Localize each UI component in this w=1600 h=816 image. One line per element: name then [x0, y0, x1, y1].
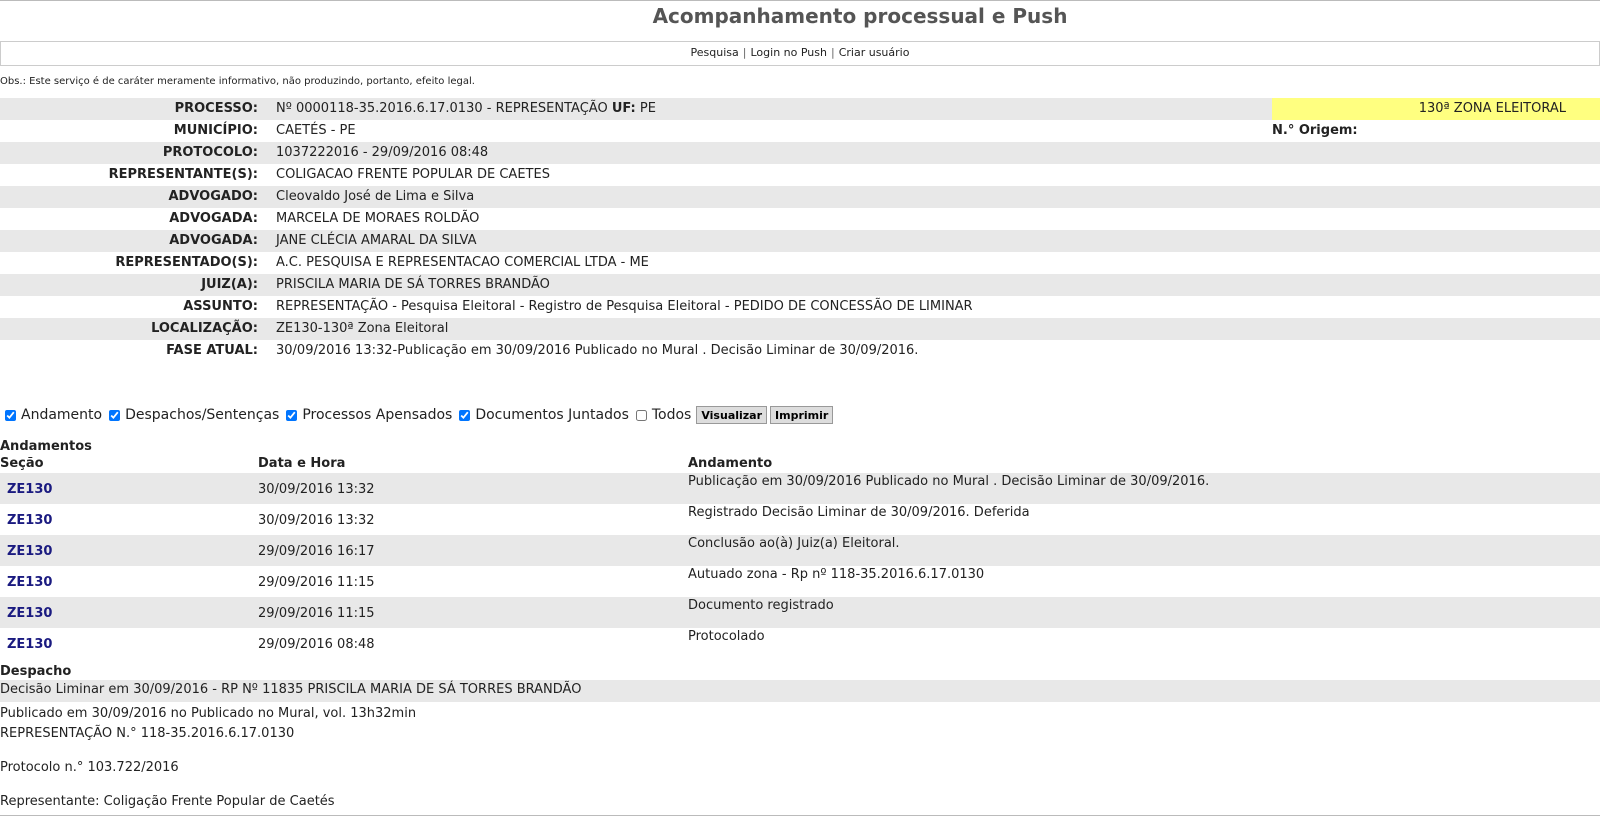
info-label: PROCESSO:	[174, 101, 258, 116]
despachos-checkbox[interactable]	[109, 410, 120, 421]
info-label: FASE ATUAL:	[166, 343, 258, 358]
secao-link[interactable]: ZE130	[7, 637, 53, 652]
processo-number: Nº 0000118-35.2016.6.17.0130 - REPRESENTAÇÃO	[276, 101, 608, 116]
table-row	[0, 566, 1600, 597]
table-row	[0, 628, 1600, 659]
imprimir-button[interactable]: Imprimir	[770, 406, 833, 424]
row-date: 29/09/2016 11:15	[258, 606, 375, 621]
despacho-header: Decisão Liminar em 30/09/2016 - RP Nº 11835 PRISCILA MARIA DE SÁ TORRES BRANDÃO	[0, 680, 1600, 702]
info-row	[0, 208, 1600, 230]
info-row-processo	[0, 98, 1600, 120]
info-row	[0, 120, 1600, 142]
top-nav	[0, 41, 1600, 66]
despacho-line: Publicado em 30/09/2016 no Publicado no Mural, vol. 13h32min	[0, 706, 417, 721]
column-header-data: Data e Hora	[258, 456, 346, 471]
secao-link[interactable]: ZE130	[7, 544, 53, 559]
row-date: 30/09/2016 13:32	[258, 513, 375, 528]
nav-link-criar-usuario[interactable]: Criar usuário	[838, 46, 910, 59]
row-andamento: Protocolado	[688, 629, 765, 644]
info-value: A.C. PESQUISA E REPRESENTACAO COMERCIAL LTDA - ME	[276, 255, 649, 270]
info-value: PRISCILA MARIA DE SÁ TORRES BRANDÃO	[276, 277, 550, 292]
info-value: Cleovaldo José de Lima e Silva	[276, 189, 475, 204]
info-label: ASSUNTO:	[183, 299, 258, 314]
table-row	[0, 473, 1600, 504]
zona-badge: 130ª ZONA ELEITORAL	[1272, 98, 1600, 120]
info-label: ADVOGADO:	[168, 189, 258, 204]
info-value: CAETÉS - PE	[276, 123, 356, 138]
info-label: LOCALIZAÇÃO:	[151, 321, 258, 336]
apensados-checkbox[interactable]	[286, 410, 297, 421]
row-andamento: Autuado zona - Rp nº 118-35.2016.6.17.0130	[688, 567, 985, 582]
secao-link[interactable]: ZE130	[7, 575, 53, 590]
info-row	[0, 274, 1600, 296]
info-row	[0, 252, 1600, 274]
info-value: MARCELA DE MORAES ROLDÃO	[276, 211, 480, 226]
secao-link[interactable]: ZE130	[7, 513, 53, 528]
uf-label: UF:	[611, 101, 636, 116]
info-label: ADVOGADA:	[169, 233, 258, 248]
documentos-checkbox[interactable]	[459, 410, 470, 421]
nav-link-pesquisa[interactable]: Pesquisa	[690, 46, 739, 59]
info-label: PROTOCOLO:	[162, 145, 258, 160]
column-header-andamento: Andamento	[688, 456, 773, 471]
info-row	[0, 164, 1600, 186]
info-row	[0, 340, 1600, 362]
despacho-title: Despacho	[0, 664, 72, 679]
table-row	[0, 504, 1600, 535]
andamento-checkbox-label[interactable]: Andamento	[21, 407, 103, 423]
table-row	[0, 597, 1600, 628]
info-row	[0, 142, 1600, 164]
info-row	[0, 230, 1600, 252]
andamentos-table	[0, 473, 1600, 659]
row-andamento: Conclusão ao(à) Juiz(a) Eleitoral.	[688, 536, 900, 551]
row-date: 29/09/2016 11:15	[258, 575, 375, 590]
info-value: REPRESENTAÇÃO - Pesquisa Eleitoral - Registro de Pesquisa Eleitoral - PEDIDO DE CONCESSÃO DE LIMINAR	[276, 299, 973, 314]
documentos-checkbox-label[interactable]: Documentos Juntados	[475, 407, 629, 423]
info-value: COLIGACAO FRENTE POPULAR DE CAETES	[276, 167, 550, 182]
todos-checkbox[interactable]	[636, 410, 647, 421]
despacho-line: REPRESENTAÇÃO N.° 118-35.2016.6.17.0130	[0, 726, 295, 741]
row-andamento: Publicação em 30/09/2016 Publicado no Mural . Decisão Liminar de 30/09/2016.	[688, 474, 1210, 489]
secao-link[interactable]: ZE130	[7, 482, 53, 497]
uf-value: PE	[639, 101, 656, 116]
despacho-line: Representante: Coligação Frente Popular de Caetés	[0, 794, 335, 809]
row-date: 30/09/2016 13:32	[258, 482, 375, 497]
info-label: REPRESENTADO(S):	[115, 255, 258, 270]
andamentos-title: Andamentos	[0, 439, 92, 454]
row-andamento: Documento registrado	[688, 598, 834, 613]
info-row	[0, 186, 1600, 208]
info-label: REPRESENTANTE(S):	[108, 167, 258, 182]
disclaimer-text: Obs.: Este serviço é de caráter meramente informativo, não produzindo, portanto, efeito legal.	[0, 76, 475, 87]
info-value: ZE130-130ª Zona Eleitoral	[276, 321, 449, 336]
apensados-checkbox-label[interactable]: Processos Apensados	[302, 407, 453, 423]
column-header-secao: Seção	[0, 456, 44, 471]
info-label: JUIZ(A):	[201, 277, 258, 292]
top-divider	[0, 0, 1600, 1]
table-row	[0, 535, 1600, 566]
info-label: MUNICÍPIO:	[173, 123, 258, 138]
info-value-processo	[276, 98, 656, 120]
nav-link-login-push[interactable]: Login no Push	[750, 46, 827, 59]
row-date: 29/09/2016 16:17	[258, 544, 375, 559]
despachos-checkbox-label[interactable]: Despachos/Sentenças	[125, 407, 280, 423]
todos-checkbox-label[interactable]: Todos	[651, 407, 692, 423]
info-row	[0, 318, 1600, 340]
info-row	[0, 296, 1600, 318]
info-value: 30/09/2016 13:32-Publicação em 30/09/2016 Publicado no Mural . Decisão Liminar de 30/09/2016.	[276, 343, 919, 358]
nav-separator: |	[830, 46, 835, 59]
info-value: JANE CLÉCIA AMARAL DA SILVA	[276, 233, 477, 248]
row-andamento: Registrado Decisão Liminar de 30/09/2016. Deferida	[688, 505, 1030, 520]
info-label: ADVOGADA:	[169, 211, 258, 226]
andamento-checkbox[interactable]	[5, 410, 16, 421]
nav-separator: |	[742, 46, 747, 59]
visualizar-button[interactable]: Visualizar	[696, 406, 767, 424]
process-info-table	[0, 98, 1600, 362]
row-date: 29/09/2016 08:48	[258, 637, 375, 652]
info-value: 1037222016 - 29/09/2016 08:48	[276, 145, 489, 160]
despacho-line: Protocolo n.° 103.722/2016	[0, 760, 179, 775]
page-title: Acompanhamento processual e Push	[652, 4, 1068, 28]
secao-link[interactable]: ZE130	[7, 606, 53, 621]
origem-label: N.° Origem:	[1272, 123, 1358, 138]
filter-bar	[0, 405, 833, 425]
